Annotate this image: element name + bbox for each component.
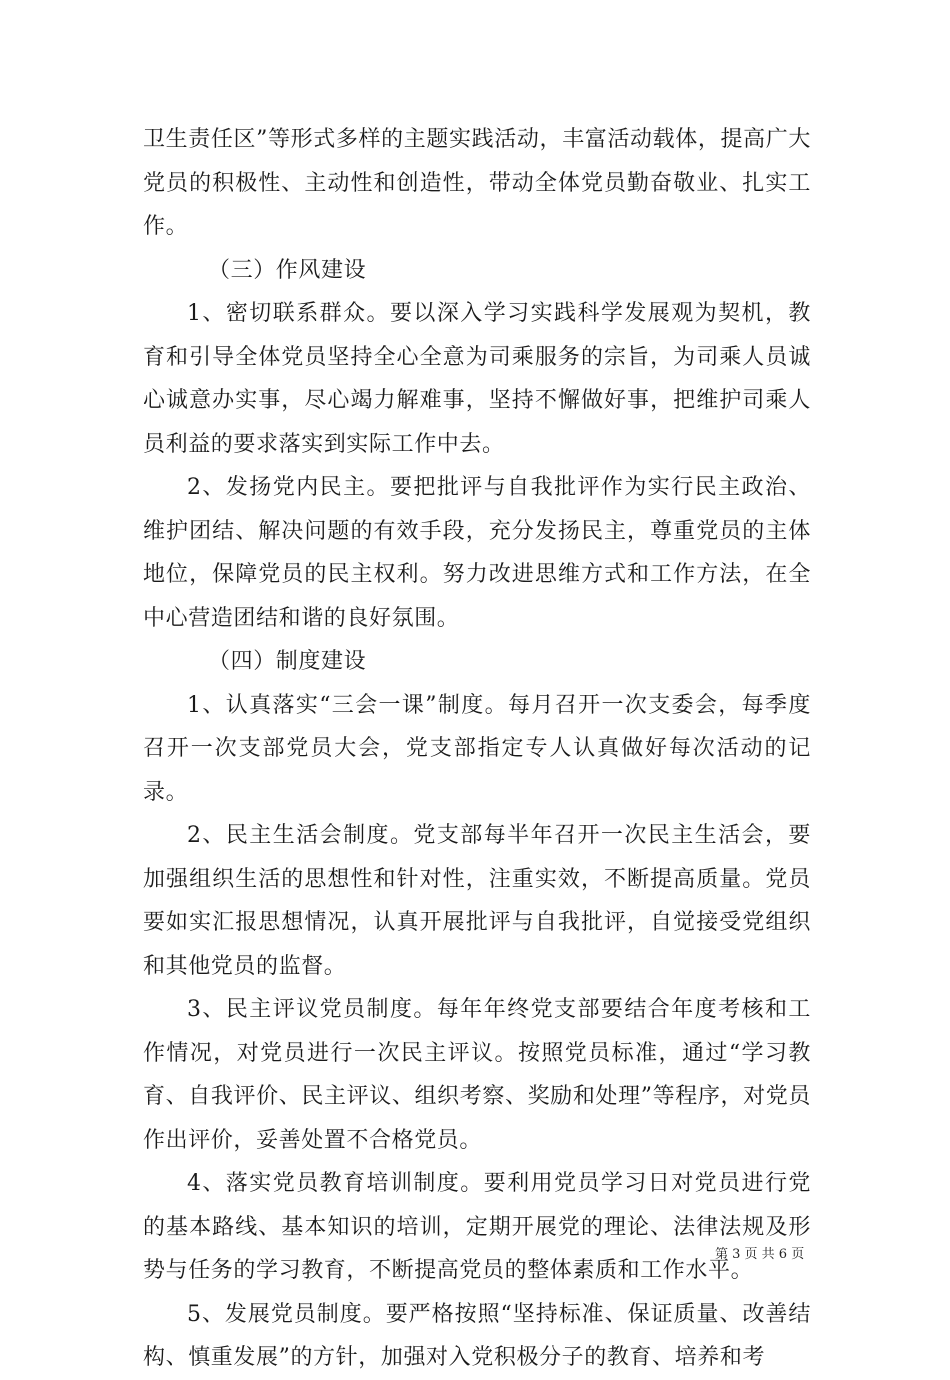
section-heading-work-style: （三）作风建设 (208, 257, 367, 283)
page-number: 第 3 页 共 6 页 (715, 1247, 805, 1262)
document-body (143, 118, 811, 1380)
paragraph-three-meetings: 1、认真落实“三会一课”制度。每月召开一次支委会，每季度召开一次支部党员大会，党支部指定专人认真做好每次活动的记录。 (143, 692, 811, 805)
paragraph-democratic-life-meeting: 2、民主生活会制度。党支部每半年召开一次民主生活会，要加强组织生活的思想性和针对性，注重实效，不断提高质量。党员要如实汇报思想情况，认真开展批评与自我批评，自觉接受党组织和其他党员的监督。 (143, 823, 811, 979)
paragraph-education-training: 4、落实党员教育培训制度。要利用党员学习日对党员进行党的基本路线、基本知识的培训，定期开展党的理论、法律法规及形势与任务的学习教育，不断提高党员的整体素质和工作水平。 (143, 1171, 811, 1283)
paragraph-inner-party-democracy: 2、发扬党内民主。要把批评与自我批评作为实行民主政治、维护团结、解决问题的有效手段，充分发扬民主，尊重党员的主体地位，保障党员的民主权利。努力改进思维方式和工作方法，在全中心营造团结和谐的良好氛围。 (143, 475, 811, 631)
paragraph-continuation: 卫生责任区”等形式多样的主题实践活动，丰富活动载体，提高广大党员的积极性、主动性和创造性，带动全体党员勤奋敬业、扎实工作。 (143, 127, 811, 239)
paragraph-contact-masses: 1、密切联系群众。要以深入学习实践科学发展观为契机，教育和引导全体党员坚持全心全意为司乘服务的宗旨，为司乘人员诚心诚意办实事，尽心竭力解难事，坚持不懈做好事，把维护司乘人员利益的要求落实到实际工作中去。 (143, 301, 811, 457)
paragraph-member-development: 5、发展党员制度。要严格按照“坚持标准、保证质量、改善结构、慎重发展”的方针，加强对入党积极分子的教育、培养和考 (143, 1301, 811, 1370)
paragraph-democratic-evaluation: 3、民主评议党员制度。每年年终党支部要结合年度考核和工作情况，对党员进行一次民主评议。按照党员标准，通过“学习教育、自我评价、民主评议、组织考察、奖励和处理”等程序，对党员作出评价，妥善处置不合格党员。 (143, 997, 811, 1153)
section-heading-system-building: （四）制度建设 (208, 649, 367, 674)
